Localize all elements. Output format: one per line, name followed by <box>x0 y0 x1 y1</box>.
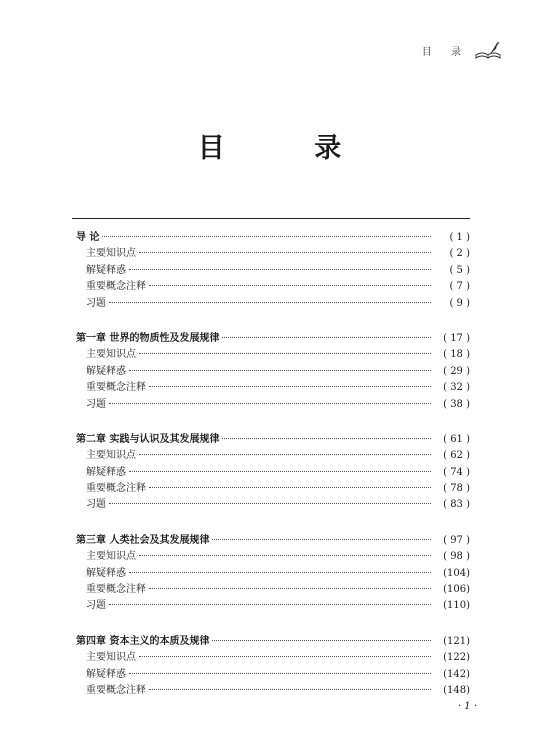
dot-leader <box>149 487 431 488</box>
toc-entry-page: ( 97 ) <box>443 534 470 546</box>
toc-item-entry[interactable] <box>76 397 470 413</box>
toc-item-entry[interactable] <box>76 448 470 464</box>
toc-chapter-entry[interactable] <box>76 331 470 347</box>
toc-entry-page: ( 29 ) <box>443 365 470 377</box>
toc-entry-label: 解疑释惑 <box>86 365 126 377</box>
toc-entry-page: ( 9 ) <box>449 297 470 309</box>
toc-entry-page: ( 17 ) <box>443 332 470 344</box>
toc-item-entry[interactable] <box>76 263 470 279</box>
dot-leader <box>129 370 431 371</box>
toc-entry-label: 主要知识点 <box>86 349 136 361</box>
page-number: · 1 · <box>457 701 477 712</box>
toc-item-entry[interactable] <box>76 279 470 295</box>
toc-entry-page: (121) <box>443 635 470 647</box>
toc-item-entry[interactable] <box>76 364 470 380</box>
dot-leader <box>222 337 431 338</box>
toc-section <box>76 533 470 615</box>
dot-leader <box>139 656 431 657</box>
toc-chapter-entry[interactable] <box>76 634 470 650</box>
toc-entry-page: ( 18 ) <box>443 349 470 361</box>
toc-item-entry[interactable] <box>76 481 470 497</box>
toc-entry-label: 重要概念注释 <box>86 584 146 596</box>
toc-entry-label: 第四章 资本主义的本质及规律 <box>76 635 210 647</box>
toc-item-entry[interactable] <box>76 667 470 683</box>
dot-leader <box>149 689 431 690</box>
toc-entry-label: 解疑释惑 <box>86 668 126 680</box>
toc-entry-page: ( 78 ) <box>443 483 470 495</box>
toc-entry-page: (106) <box>443 584 470 596</box>
toc-entry-page: ( 74 ) <box>443 466 470 478</box>
toc-entry-page: ( 5 ) <box>449 264 470 276</box>
toc-section <box>76 331 470 413</box>
toc-entry-label: 主要知识点 <box>86 551 136 563</box>
toc-entry-label: 第三章 人类社会及其发展规律 <box>76 534 210 546</box>
toc-item-entry[interactable] <box>76 582 470 598</box>
title-divider <box>72 218 470 219</box>
toc-entry-label: 主要知识点 <box>86 652 136 664</box>
toc-chapter-entry[interactable] <box>76 432 470 448</box>
dot-leader <box>102 236 431 237</box>
dot-leader <box>149 588 431 589</box>
dot-leader <box>139 252 431 253</box>
toc-item-entry[interactable] <box>76 497 470 513</box>
toc-item-entry[interactable] <box>76 296 470 312</box>
dot-leader <box>149 386 431 387</box>
dot-leader <box>129 572 431 573</box>
dot-leader <box>149 285 431 286</box>
toc-entry-page: ( 32 ) <box>443 382 470 394</box>
toc-entry-page: (104) <box>443 567 470 579</box>
running-header-title: 目 录 <box>421 46 469 58</box>
toc-entry-label: 习题 <box>86 297 106 309</box>
toc-item-entry[interactable] <box>76 598 470 614</box>
toc-entry-page: ( 7 ) <box>449 281 470 293</box>
toc-entry-page: ( 61 ) <box>443 433 470 445</box>
toc-item-entry[interactable] <box>76 566 470 582</box>
toc-entry-label: 重要概念注释 <box>86 684 146 696</box>
toc-item-entry[interactable] <box>76 246 470 262</box>
page-title: 目 录 <box>197 133 382 164</box>
toc-item-entry[interactable] <box>76 683 470 699</box>
toc-entry-page: ( 38 ) <box>443 398 470 410</box>
toc-entry-label: 重要概念注释 <box>86 281 146 293</box>
dot-leader <box>139 353 431 354</box>
toc-entry-page: (122) <box>443 652 470 664</box>
dot-leader <box>129 471 431 472</box>
toc-entry-label: 第二章 实践与认识及其发展规律 <box>76 433 220 445</box>
toc-entry-label: 主要知识点 <box>86 248 136 260</box>
dot-leader <box>129 269 431 270</box>
dot-leader <box>212 539 431 540</box>
toc-item-entry[interactable] <box>76 650 470 666</box>
toc-item-entry[interactable] <box>76 465 470 481</box>
toc-entry-label: 导 论 <box>76 232 100 243</box>
toc-entry-page: ( 2 ) <box>449 248 470 260</box>
toc-entry-page: ( 1 ) <box>449 232 470 243</box>
toc-chapter-entry[interactable] <box>76 230 470 246</box>
toc-item-entry[interactable] <box>76 380 470 396</box>
toc-chapter-entry[interactable] <box>76 533 470 549</box>
toc-item-entry[interactable] <box>76 549 470 565</box>
toc-section <box>76 432 470 514</box>
dot-leader <box>139 555 431 556</box>
toc-entry-label: 解疑释惑 <box>86 567 126 579</box>
toc-entry-label: 习题 <box>86 499 106 511</box>
dot-leader <box>139 454 431 455</box>
toc-entry-label: 解疑释惑 <box>86 466 126 478</box>
toc-entry-label: 习题 <box>86 398 106 410</box>
running-header <box>422 40 501 60</box>
toc-entry-page: (110) <box>443 600 470 612</box>
toc-entry-label: 主要知识点 <box>86 450 136 462</box>
dot-leader <box>109 302 431 303</box>
toc-section <box>76 230 470 312</box>
toc-section <box>76 634 470 700</box>
toc-entry-label: 重要概念注释 <box>86 382 146 394</box>
dot-leader <box>129 673 431 674</box>
dot-leader <box>109 604 431 605</box>
toc-entry-label: 第一章 世界的物质性及发展规律 <box>76 332 220 344</box>
toc-entry-page: ( 98 ) <box>443 551 470 563</box>
dot-leader <box>212 640 431 641</box>
table-of-contents <box>76 230 470 718</box>
dot-leader <box>109 503 431 504</box>
dot-leader <box>222 438 431 439</box>
toc-entry-label: 重要概念注释 <box>86 483 146 495</box>
toc-entry-page: ( 83 ) <box>443 499 470 511</box>
toc-item-entry[interactable] <box>76 347 470 363</box>
book-quill-icon <box>475 40 501 60</box>
toc-entry-label: 解疑释惑 <box>86 264 126 276</box>
dot-leader <box>109 403 431 404</box>
toc-entry-page: ( 62 ) <box>443 450 470 462</box>
toc-entry-page: (148) <box>443 684 470 696</box>
toc-entry-page: (142) <box>443 668 470 680</box>
toc-entry-label: 习题 <box>86 600 106 612</box>
